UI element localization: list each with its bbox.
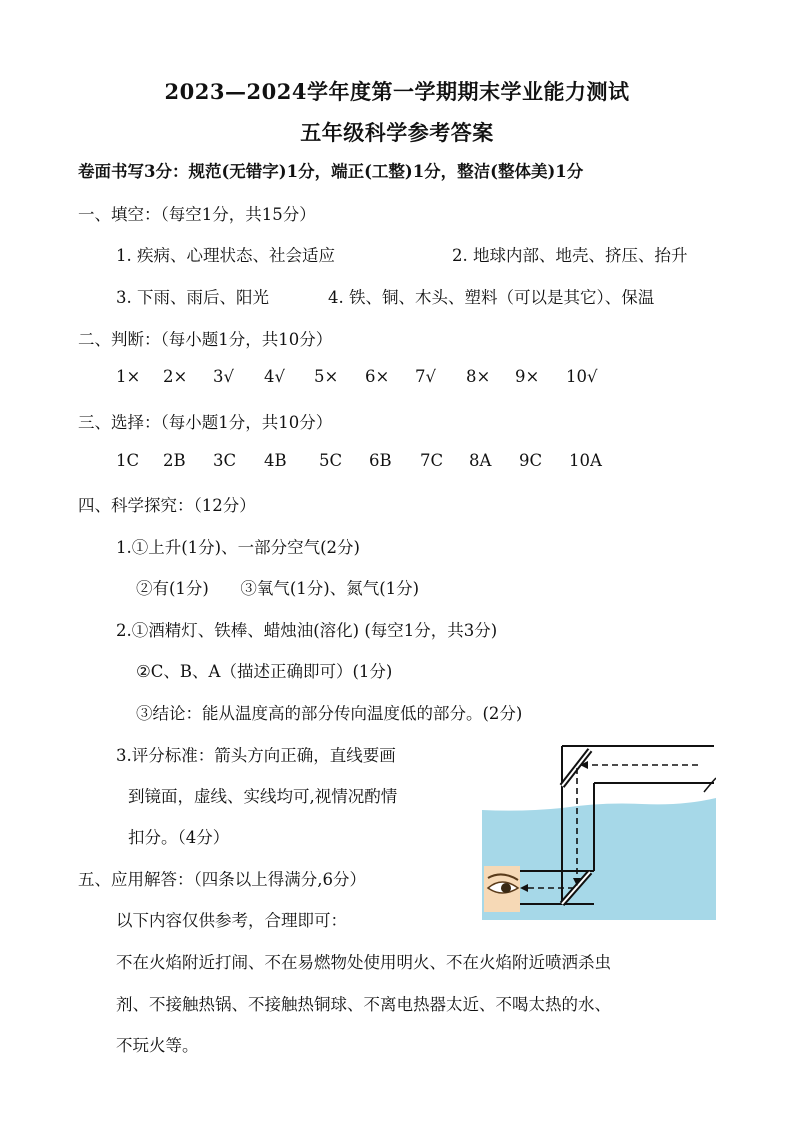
choice-answer: 3C — [213, 451, 237, 470]
judgement-answer: 8× — [466, 367, 491, 386]
section1-item-2: 2. 地球内部、地壳、挤压、抬升 — [452, 246, 688, 265]
section5-paragraph-line-1: 不在火焰附近打闹、不在易燃物处使用明火、不在火焰附近喷洒杀虫 — [116, 953, 611, 972]
judgement-answer: 9× — [515, 367, 540, 386]
judgement-answer: 10√ — [566, 367, 598, 386]
handwriting-note: 卷面书写3分：规范(无错字)1分，端正(工整)1分，整洁(整体美)1分 — [78, 162, 584, 181]
section4-heading: 四、科学探究：（12分） — [78, 496, 256, 515]
choice-answer: 5C — [319, 451, 343, 470]
judgement-answers — [116, 367, 676, 389]
section1-item-4: 4. 铁、铜、木头、塑料（可以是其它）、保温 — [328, 288, 655, 307]
choice-answer: 10A — [569, 451, 602, 470]
choice-answer: 1C — [116, 451, 140, 470]
boat-outline — [704, 778, 716, 792]
section2-heading: 二、判断：（每小题1分，共10分） — [78, 330, 333, 349]
eye-icon — [484, 866, 520, 912]
inquiry-q3-line-2: 到镜面，虚线、实线均可,视情况酌情 — [128, 787, 398, 806]
choice-answers — [116, 451, 676, 473]
inquiry-q3-line-1: 3.评分标准：箭头方向正确，直线要画 — [116, 746, 396, 765]
inquiry-q2-line-3: ③结论：能从温度高的部分传向温度低的部分。(2分) — [136, 704, 523, 723]
section5-paragraph-line-2: 剂、不接触热锅、不接触热铜球、不离电热器太近、不喝太热的水、 — [116, 995, 611, 1014]
section5-intro: 以下内容仅供参考，合理即可： — [116, 911, 347, 930]
top-mirror-highlight — [562, 750, 590, 786]
inquiry-q1-line-1: 1.①上升(1分)、一部分空气(2分) — [116, 538, 360, 557]
section1-item-3: 3. 下雨、雨后、阳光 — [116, 288, 269, 307]
judgement-answer: 4√ — [264, 367, 286, 386]
judgement-answer: 7√ — [415, 367, 437, 386]
judgement-answer: 1× — [116, 367, 141, 386]
inquiry-q2-line-2: ②C、B、A（描述正确即可）(1分) — [136, 662, 393, 681]
choice-answer: 2B — [163, 451, 186, 470]
section3-heading: 三、选择：（每小题1分，共10分） — [78, 413, 333, 432]
section5-paragraph-line-3: 不玩火等。 — [116, 1036, 199, 1055]
title-line-1: 2023—2024学年度第一学期期末学业能力测试 — [164, 79, 630, 104]
choice-answer: 7C — [420, 451, 444, 470]
choice-answer: 4B — [264, 451, 287, 470]
judgement-answer: 3√ — [213, 367, 235, 386]
choice-answer: 6B — [369, 451, 392, 470]
title-line-2: 五年级科学参考答案 — [300, 120, 494, 145]
judgement-answer: 6× — [365, 367, 390, 386]
section1-heading: 一、填空：（每空1分，共15分） — [78, 205, 316, 224]
inquiry-q3-line-3: 扣分。（4分） — [128, 828, 230, 847]
section5-heading: 五、应用解答：（四条以上得满分,6分） — [78, 870, 366, 889]
periscope-diagram — [482, 738, 716, 920]
section1-item-1: 1. 疾病、心理状态、社会适应 — [116, 246, 335, 265]
inquiry-q2-line-1: 2.①酒精灯、铁棒、蜡烛油(溶化) (每空1分，共3分) — [116, 621, 498, 640]
judgement-answer: 2× — [163, 367, 188, 386]
judgement-answer: 5× — [314, 367, 339, 386]
inquiry-q1-line-2: ②有(1分) ③氧气(1分)、氮气(1分) — [136, 579, 420, 598]
choice-answer: 8A — [469, 451, 492, 470]
choice-answer: 9C — [519, 451, 543, 470]
